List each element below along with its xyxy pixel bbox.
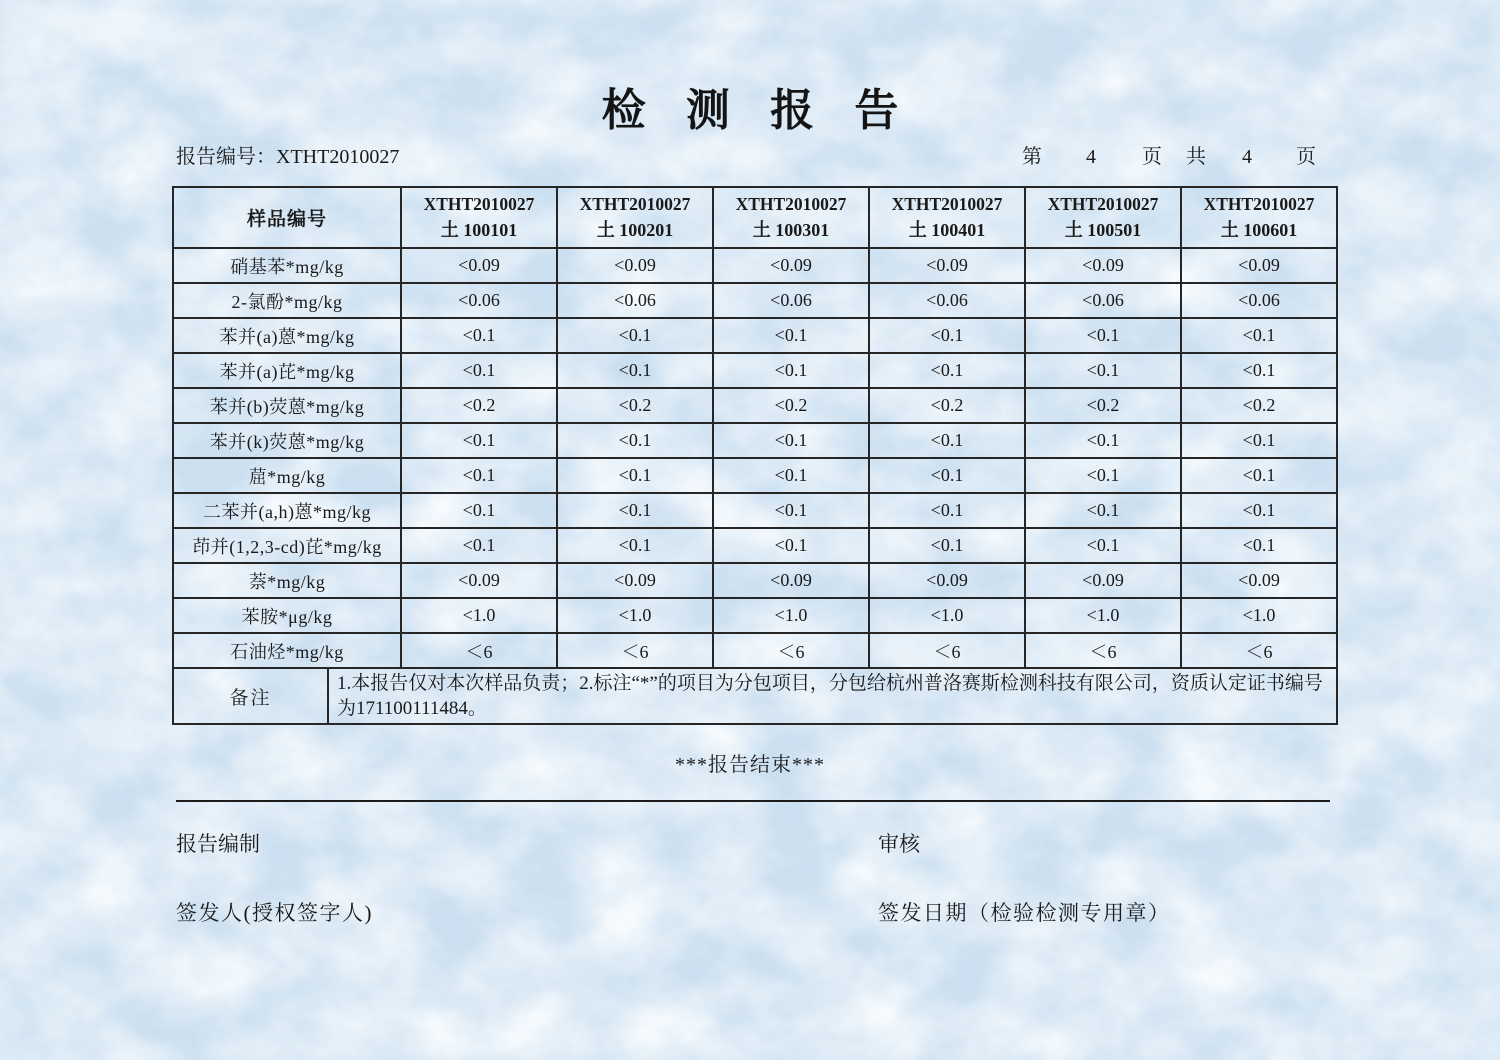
table-row [173,423,1337,458]
value-cell: <0.2 [557,388,713,423]
value-cell: <0.06 [557,283,713,318]
value-cell: <0.1 [1025,423,1181,458]
issuer-label: 签发人(授权签字人) [176,901,373,925]
pagination [1022,140,1316,169]
sample-id-line2: 土 100601 [1220,220,1298,241]
sample-id-line2: 土 100501 [1064,220,1142,241]
sample-id-corner-header: 样品编号 [173,187,401,248]
table-row [173,283,1337,318]
sample-column-header [1025,187,1181,248]
value-cell: ＜6 [1181,633,1337,668]
value-cell: <1.0 [401,598,557,633]
value-cell: <0.06 [869,283,1025,318]
value-cell: <0.1 [1181,458,1337,493]
param-label-cell: 苯并(a)蒽*mg/kg [173,318,401,353]
value-cell: <0.1 [401,318,557,353]
value-cell: <1.0 [869,598,1025,633]
value-cell: <0.1 [557,528,713,563]
value-cell: <0.2 [1025,388,1181,423]
report-number-label: 报告编号： [176,146,276,168]
param-label-cell: 二苯并(a,h)蒽*mg/kg [173,493,401,528]
report-number [176,140,399,169]
sample-header-row [173,187,1337,248]
sample-id-line2: 土 100201 [596,220,674,241]
value-cell: <0.1 [557,493,713,528]
value-cell: <0.2 [713,388,869,423]
value-cell: <0.09 [557,563,713,598]
sample-id-line1: XTHT2010027 [579,193,691,214]
sample-column-header [869,187,1025,248]
sample-id-line1: XTHT2010027 [735,193,847,214]
value-cell: <0.1 [713,493,869,528]
value-cell: <0.1 [401,493,557,528]
value-cell: <0.09 [713,248,869,283]
pagination-word: 共 [1186,146,1206,168]
value-cell: <0.1 [1025,458,1181,493]
table-row [173,388,1337,423]
value-cell: <0.1 [1025,353,1181,388]
param-label-cell: 苯并(k)荧蒽*mg/kg [173,423,401,458]
sample-column-header [1181,187,1337,248]
report-end-marker: ***报告结束*** [675,754,825,776]
value-cell: <0.1 [713,423,869,458]
pagination-word: 页 [1296,146,1316,168]
value-cell: <0.1 [869,528,1025,563]
sample-id-line2: 土 100401 [908,220,986,241]
sample-id-line2: 土 100301 [752,220,830,241]
value-cell: <0.1 [401,353,557,388]
sample-column-header [401,187,557,248]
param-label-cell: 茚并(1,2,3-cd)芘*mg/kg [173,528,401,563]
issue-date-label: 签发日期（检验检测专用章） [878,901,1171,925]
value-cell: <0.1 [869,318,1025,353]
sample-column-header [557,187,713,248]
pagination-word: 第 [1022,146,1042,168]
value-cell: <0.2 [401,388,557,423]
param-label-cell: 硝基苯*mg/kg [173,248,401,283]
table-row [173,633,1337,668]
report-number-value: XTHT2010027 [276,146,400,168]
value-cell: <1.0 [1181,598,1337,633]
value-cell: ＜6 [869,633,1025,668]
value-cell: <0.1 [557,458,713,493]
value-cell: ＜6 [1025,633,1181,668]
value-cell: <0.1 [1025,528,1181,563]
value-cell: <0.1 [557,353,713,388]
sample-column-header [713,187,869,248]
value-cell: <0.1 [869,493,1025,528]
value-cell: ＜6 [713,633,869,668]
value-cell: <0.06 [1181,283,1337,318]
value-cell: <0.1 [557,423,713,458]
sample-id-line2: 土 100101 [440,220,518,241]
prepared-by-label: 报告编制 [176,832,260,856]
value-cell: <1.0 [1025,598,1181,633]
param-label-cell: 苯胺*μg/kg [173,598,401,633]
value-cell: <0.1 [1181,528,1337,563]
value-cell: <0.1 [1181,318,1337,353]
remarks-table [172,667,1338,725]
reviewer-label: 审核 [878,832,920,856]
value-cell: <0.1 [869,423,1025,458]
value-cell: <0.1 [557,318,713,353]
value-cell: <0.2 [1181,388,1337,423]
sample-id-line1: XTHT2010027 [1047,193,1159,214]
value-cell: <0.1 [1181,423,1337,458]
value-cell: <0.09 [1181,563,1337,598]
param-label-cell: 䓛*mg/kg [173,458,401,493]
sample-id-line1: XTHT2010027 [1203,193,1315,214]
value-cell: <0.06 [713,283,869,318]
param-label-cell: 石油烃*mg/kg [173,633,401,668]
value-cell: <0.09 [1181,248,1337,283]
results-body [173,248,1337,668]
param-label-cell: 2-氯酚*mg/kg [173,283,401,318]
param-label-cell: 苯并(b)荧蒽*mg/kg [173,388,401,423]
page-total: 4 [1242,146,1252,168]
remarks-row [173,668,1337,724]
table-row [173,318,1337,353]
table-row [173,248,1337,283]
table-row [173,528,1337,563]
value-cell: <1.0 [557,598,713,633]
value-cell: ＜6 [557,633,713,668]
table-row [173,563,1337,598]
footer-divider [176,800,1330,802]
remarks-label: 备注 [173,668,328,724]
table-row [173,493,1337,528]
value-cell: <0.2 [869,388,1025,423]
value-cell: <0.1 [1025,493,1181,528]
table-row [173,598,1337,633]
value-cell: <0.09 [1025,248,1181,283]
value-cell: <0.1 [713,458,869,493]
value-cell: <0.1 [713,528,869,563]
value-cell: <0.1 [401,423,557,458]
sample-id-line1: XTHT2010027 [423,193,535,214]
value-cell: <0.09 [869,248,1025,283]
value-cell: <0.1 [869,458,1025,493]
value-cell: <0.1 [713,318,869,353]
value-cell: <0.1 [401,458,557,493]
value-cell: <0.1 [1181,353,1337,388]
value-cell: <0.09 [713,563,869,598]
results-table [172,186,1338,669]
value-cell: <0.1 [869,353,1025,388]
value-cell: <0.09 [401,563,557,598]
value-cell: <0.09 [557,248,713,283]
value-cell: <0.1 [1181,493,1337,528]
value-cell: <0.09 [1025,563,1181,598]
page-current: 4 [1086,146,1096,168]
results-table-wrapper [172,186,1338,725]
value-cell: <0.1 [401,528,557,563]
param-label-cell: 苯并(a)芘*mg/kg [173,353,401,388]
value-cell: <0.09 [869,563,1025,598]
value-cell: ＜6 [401,633,557,668]
param-label-cell: 萘*mg/kg [173,563,401,598]
remarks-text: 1.本报告仅对本次样品负责；2.标注“*”的项目为分包项目，分包给杭州普洛赛斯检测科技有限公司，资质认定证书编号为171100111484。 [328,668,1337,724]
table-row [173,353,1337,388]
pagination-word: 页 [1142,146,1162,168]
sample-id-line1: XTHT2010027 [891,193,1003,214]
value-cell: <0.06 [401,283,557,318]
table-row [173,458,1337,493]
value-cell: <0.09 [401,248,557,283]
value-cell: <1.0 [713,598,869,633]
value-cell: <0.1 [1025,318,1181,353]
page-title: 检 测 报 告 [601,86,913,135]
value-cell: <0.06 [1025,283,1181,318]
value-cell: <0.1 [713,353,869,388]
